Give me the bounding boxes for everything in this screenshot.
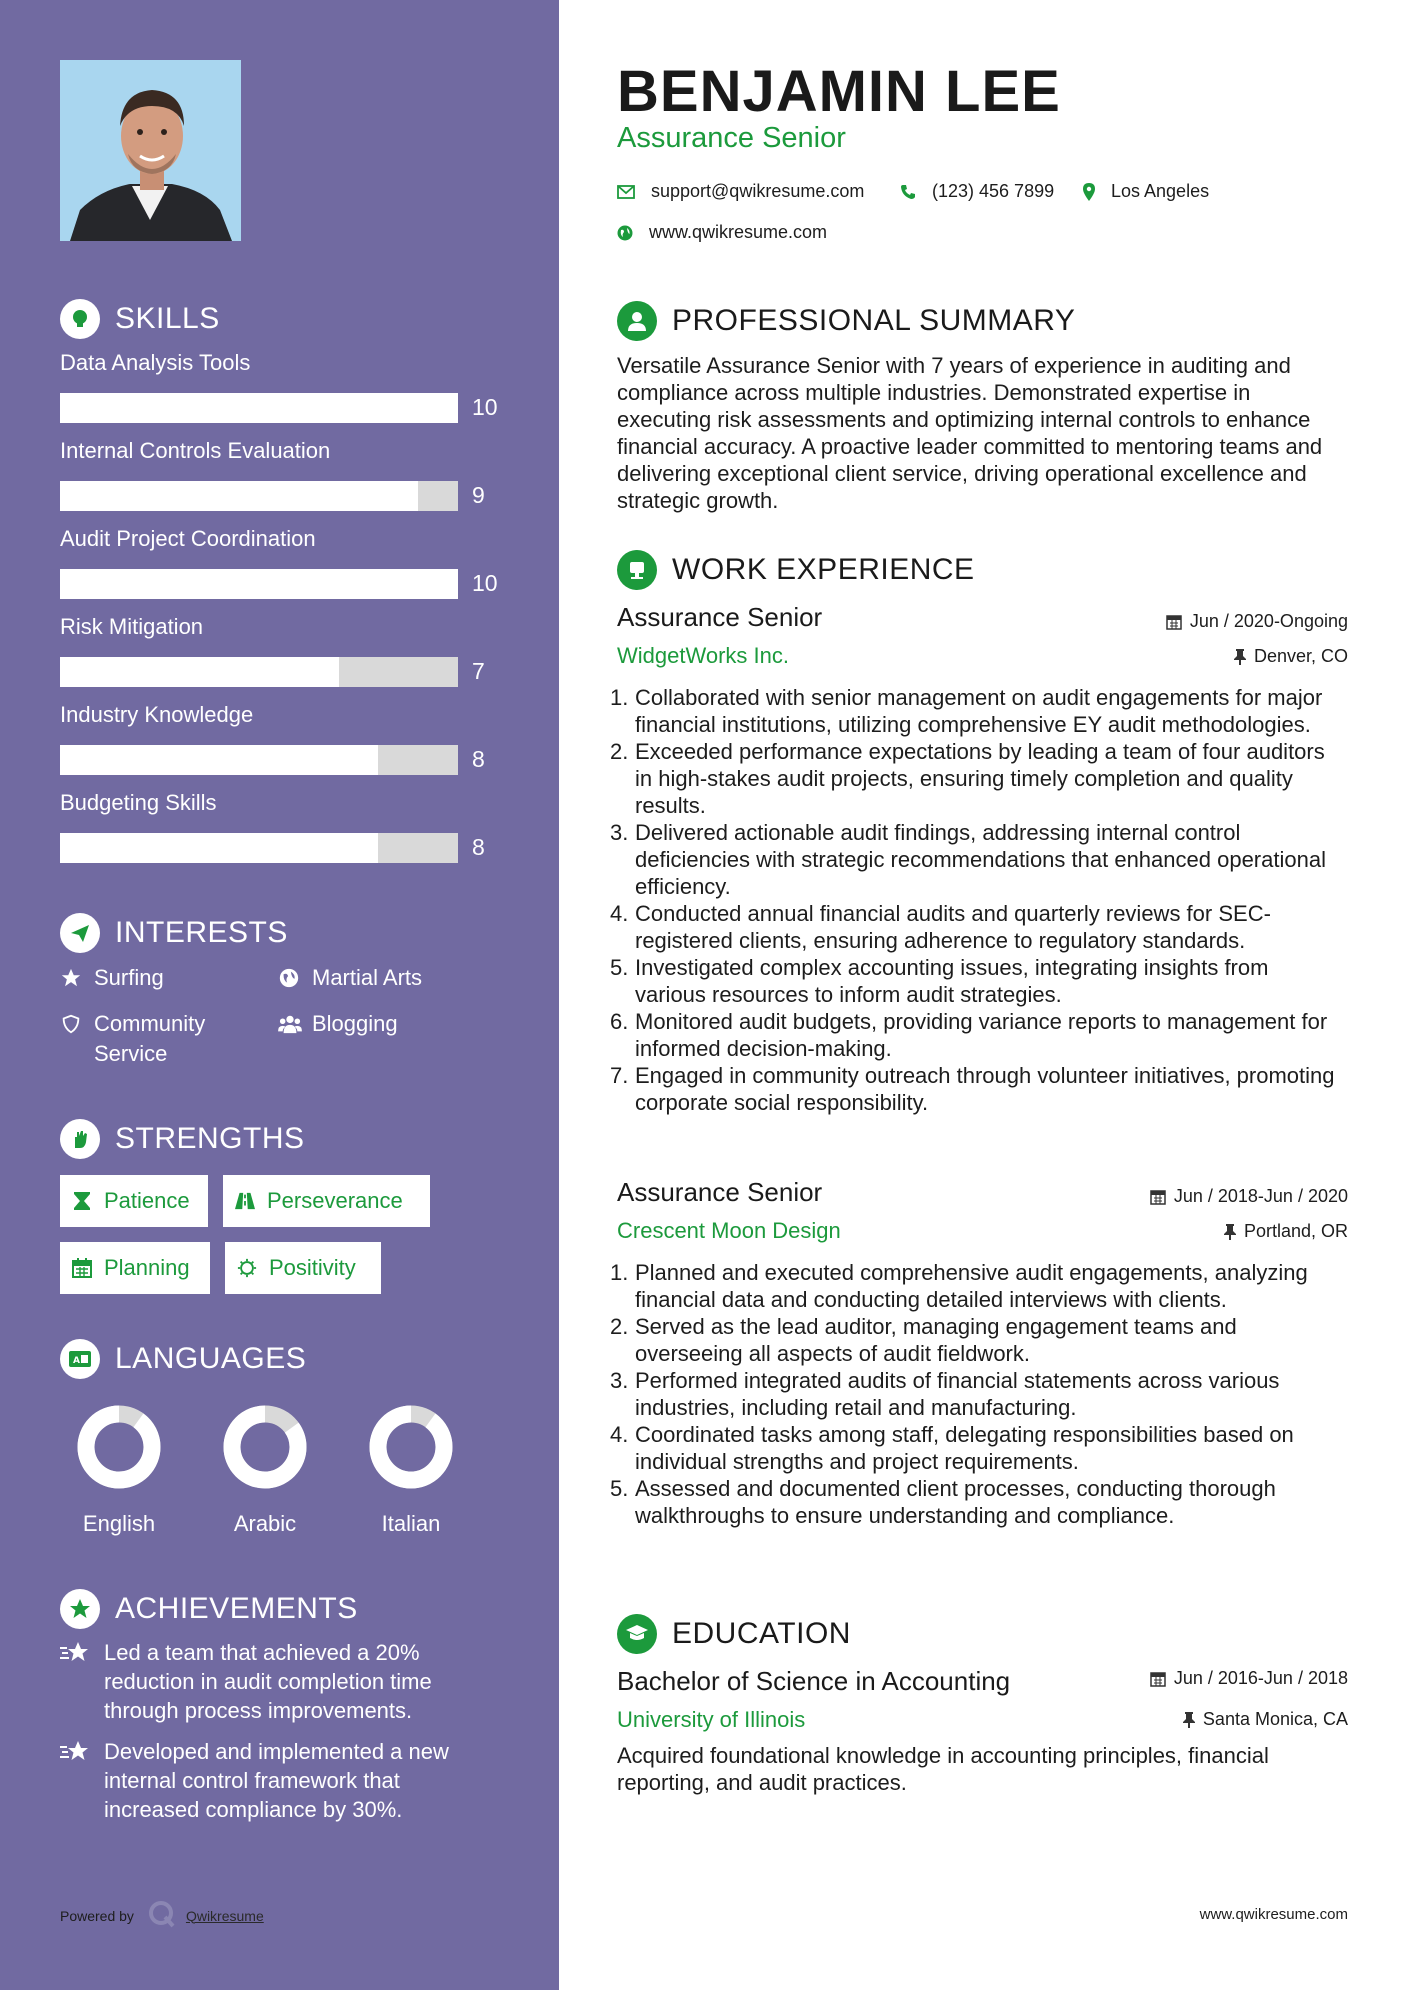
job-duties — [610, 684, 1345, 1116]
interests-heading: INTERESTS — [60, 913, 288, 953]
candidate-title: Assurance Senior — [617, 122, 846, 154]
interest-item: Blogging — [278, 1009, 398, 1039]
duty-item: 4. Coordinated tasks among staff, delegating responsibilities based on individual strengths and project requirements. — [610, 1422, 1294, 1474]
strength-badge: Patience — [60, 1175, 208, 1227]
contact-phone[interactable]: (123) 456 7899 — [900, 181, 1054, 202]
users-icon — [278, 1009, 302, 1039]
achievement-item: Developed and implemented a new internal control framework that increased compliance by 30%. — [60, 1737, 490, 1824]
interest-item: Surfing — [60, 963, 164, 993]
calendar-icon — [1150, 1671, 1166, 1687]
skill-bar — [60, 745, 458, 775]
skill-value: 10 — [472, 394, 498, 420]
strength-badge: Planning — [60, 1242, 210, 1294]
achievements-heading: ACHIEVEMENTS — [60, 1589, 358, 1629]
sun-icon — [237, 1258, 257, 1278]
star-badge-icon — [60, 1589, 100, 1629]
duty-item: 5. Assessed and documented client processes, conducting thorough walkthroughs to ensure understanding and compliance. — [610, 1476, 1276, 1528]
hand-icon — [60, 1119, 100, 1159]
education-degree: Bachelor of Science in Accounting — [617, 1666, 1011, 1696]
education-description: Acquired foundational knowledge in accounting principles, financial reporting, and audit practices. — [617, 1743, 1269, 1795]
duty-item: 1. Planned and executed comprehensive audit engagements, analyzing financial data and conducting detailed interviews with clients. — [610, 1260, 1308, 1312]
language-icon — [60, 1339, 100, 1379]
language-item — [59, 1403, 179, 1537]
skill-bar-fill — [60, 393, 458, 423]
skill-item — [60, 702, 500, 772]
skill-value: 7 — [472, 658, 485, 684]
skill-name: Audit Project Coordination — [60, 526, 316, 551]
strength-badge: Perseverance — [223, 1175, 430, 1227]
education-heading: EDUCATION — [617, 1614, 851, 1654]
star-icon — [60, 963, 84, 993]
skill-value: 9 — [472, 482, 485, 508]
globe-icon — [278, 963, 302, 993]
skill-item — [60, 526, 500, 596]
profile-photo — [60, 60, 241, 241]
globe-icon — [617, 225, 633, 241]
shooting-star-icon — [60, 1737, 94, 1824]
language-name: Italian — [381, 1511, 441, 1536]
duty-item: 3. Delivered actionable audit findings, addressing internal control deficiencies with strategic recommendations that enhanced operational efficiency. — [610, 820, 1326, 899]
job-company: Crescent Moon Design — [617, 1218, 841, 1243]
skill-bar-fill — [60, 569, 458, 599]
shield-icon — [60, 1009, 84, 1039]
contact-website[interactable]: www.qwikresume.com — [617, 222, 827, 243]
skill-bar-fill — [60, 745, 378, 775]
skill-value: 10 — [472, 570, 498, 596]
skill-item — [60, 438, 500, 508]
skill-name: Industry Knowledge — [60, 702, 254, 727]
language-item — [351, 1403, 471, 1537]
education-school: University of Illinois — [617, 1707, 806, 1732]
skill-name: Risk Mitigation — [60, 614, 204, 639]
footer-url[interactable]: www.qwikresume.com — [1199, 1906, 1348, 1923]
skill-bar — [60, 481, 458, 511]
map-pin-icon — [1083, 183, 1095, 201]
education-location: Santa Monica, CA — [1183, 1709, 1348, 1730]
language-ring — [75, 1403, 163, 1491]
job-dates: Jun / 2020-Ongoing — [1166, 611, 1348, 632]
experience-heading: WORK EXPERIENCE — [617, 550, 975, 590]
duty-item: 7. Engaged in community outreach through volunteer initiatives, promoting corporate social responsibility. — [610, 1063, 1335, 1115]
job-title: Assurance Senior — [617, 1177, 823, 1207]
interest-item: Community Service — [60, 1009, 240, 1069]
achievement-item: Led a team that achieved a 20% reduction in audit completion time through process improvements. — [60, 1638, 490, 1725]
skill-bar — [60, 833, 458, 863]
language-ring — [367, 1403, 455, 1491]
sidebar — [0, 0, 559, 1990]
skill-bar — [60, 393, 458, 423]
calendar-icon — [1150, 1189, 1166, 1205]
language-name: Arabic — [233, 1511, 297, 1536]
user-icon — [617, 301, 657, 341]
duty-item: 3. Performed integrated audits of financial statements across various industries, including retail and manufacturing. — [610, 1368, 1280, 1420]
qwikresume-logo-icon — [148, 1900, 176, 1931]
skill-bar — [60, 569, 458, 599]
duty-item: 4. Conducted annual financial audits and quarterly reviews for SEC-registered clients, ensuring adherence to regulatory standards. — [610, 901, 1271, 953]
job-location: Portland, OR — [1224, 1221, 1348, 1242]
pushpin-icon — [1224, 1224, 1236, 1240]
calendar-icon — [72, 1258, 92, 1278]
summary-text: Versatile Assurance Senior with 7 years of experience in auditing and compliance across multiple industries. Demonstrated expertise in executing risk assessments and optimizing internal controls to enhance financial accuracy. A proactive leader committed to mentoring teams and delivering exceptional client service, driving operational excellence and strategic growth. — [617, 353, 1323, 513]
powered-by: Powered by Qwikresume — [60, 1900, 264, 1931]
candidate-name: BENJAMIN LEE — [617, 59, 1061, 124]
pushpin-icon — [1234, 649, 1246, 665]
skill-bar-fill — [60, 481, 418, 511]
briefcase-icon — [617, 550, 657, 590]
qwikresume-link[interactable]: Qwikresume — [185, 1907, 264, 1924]
duty-item: 6. Monitored audit budgets, providing variance reports to management for informed decision-making. — [610, 1009, 1328, 1061]
summary-heading: PROFESSIONAL SUMMARY — [617, 301, 1075, 341]
skill-item — [60, 790, 500, 860]
skill-name: Budgeting Skills — [60, 790, 217, 815]
duty-item: 5. Investigated complex accounting issues, integrating insights from various resources to inform audit strategies. — [610, 955, 1269, 1007]
lightbulb-icon — [60, 299, 100, 339]
graduation-icon — [617, 1614, 657, 1654]
svg-text:A: A — [73, 1356, 80, 1366]
job-location: Denver, CO — [1234, 646, 1348, 667]
strengths-heading: STRENGTHS — [60, 1119, 305, 1159]
skill-bar-fill — [60, 833, 378, 863]
contact-location: Los Angeles — [1083, 181, 1209, 202]
calendar-icon — [1166, 614, 1182, 630]
duty-item: 2. Exceeded performance expectations by leading a team of four auditors in high-stakes audit projects, ensuring timely completion and quality results. — [610, 739, 1325, 818]
pushpin-icon — [1183, 1712, 1195, 1728]
skill-bar — [60, 657, 458, 687]
phone-icon — [900, 184, 916, 200]
shooting-star-icon — [60, 1638, 94, 1725]
skill-name: Internal Controls Evaluation — [60, 438, 331, 463]
skill-value: 8 — [472, 834, 485, 860]
skill-value: 8 — [472, 746, 485, 772]
skill-item — [60, 350, 500, 420]
strength-badge: Positivity — [225, 1242, 381, 1294]
interest-item: Martial Arts — [278, 963, 422, 993]
contact-email[interactable]: support@qwikresume.com — [617, 181, 864, 202]
language-ring — [221, 1403, 309, 1491]
education-dates: Jun / 2016-Jun / 2018 — [1150, 1668, 1348, 1689]
road-icon — [235, 1191, 255, 1211]
skill-bar-fill — [60, 657, 339, 687]
language-name: English — [82, 1511, 156, 1536]
hourglass-icon — [72, 1191, 92, 1211]
skills-heading: SKILLS — [60, 299, 220, 339]
job-company: WidgetWorks Inc. — [617, 643, 789, 668]
skill-name: Data Analysis Tools — [60, 350, 251, 375]
skill-item — [60, 614, 500, 684]
paper-plane-icon — [60, 913, 100, 953]
envelope-icon — [617, 185, 635, 199]
languages-heading: A LANGUAGES — [60, 1339, 306, 1379]
duty-item: 2. Served as the lead auditor, managing engagement teams and overseeing all aspects of audit fieldwork. — [610, 1314, 1237, 1366]
language-item — [205, 1403, 325, 1537]
job-title: Assurance Senior — [617, 602, 823, 632]
job-dates: Jun / 2018-Jun / 2020 — [1150, 1186, 1348, 1207]
job-duties — [610, 1259, 1345, 1529]
duty-item: 1. Collaborated with senior management on audit engagements for major financial institutions, utilizing comprehensive EY audit methodologies. — [610, 685, 1323, 737]
